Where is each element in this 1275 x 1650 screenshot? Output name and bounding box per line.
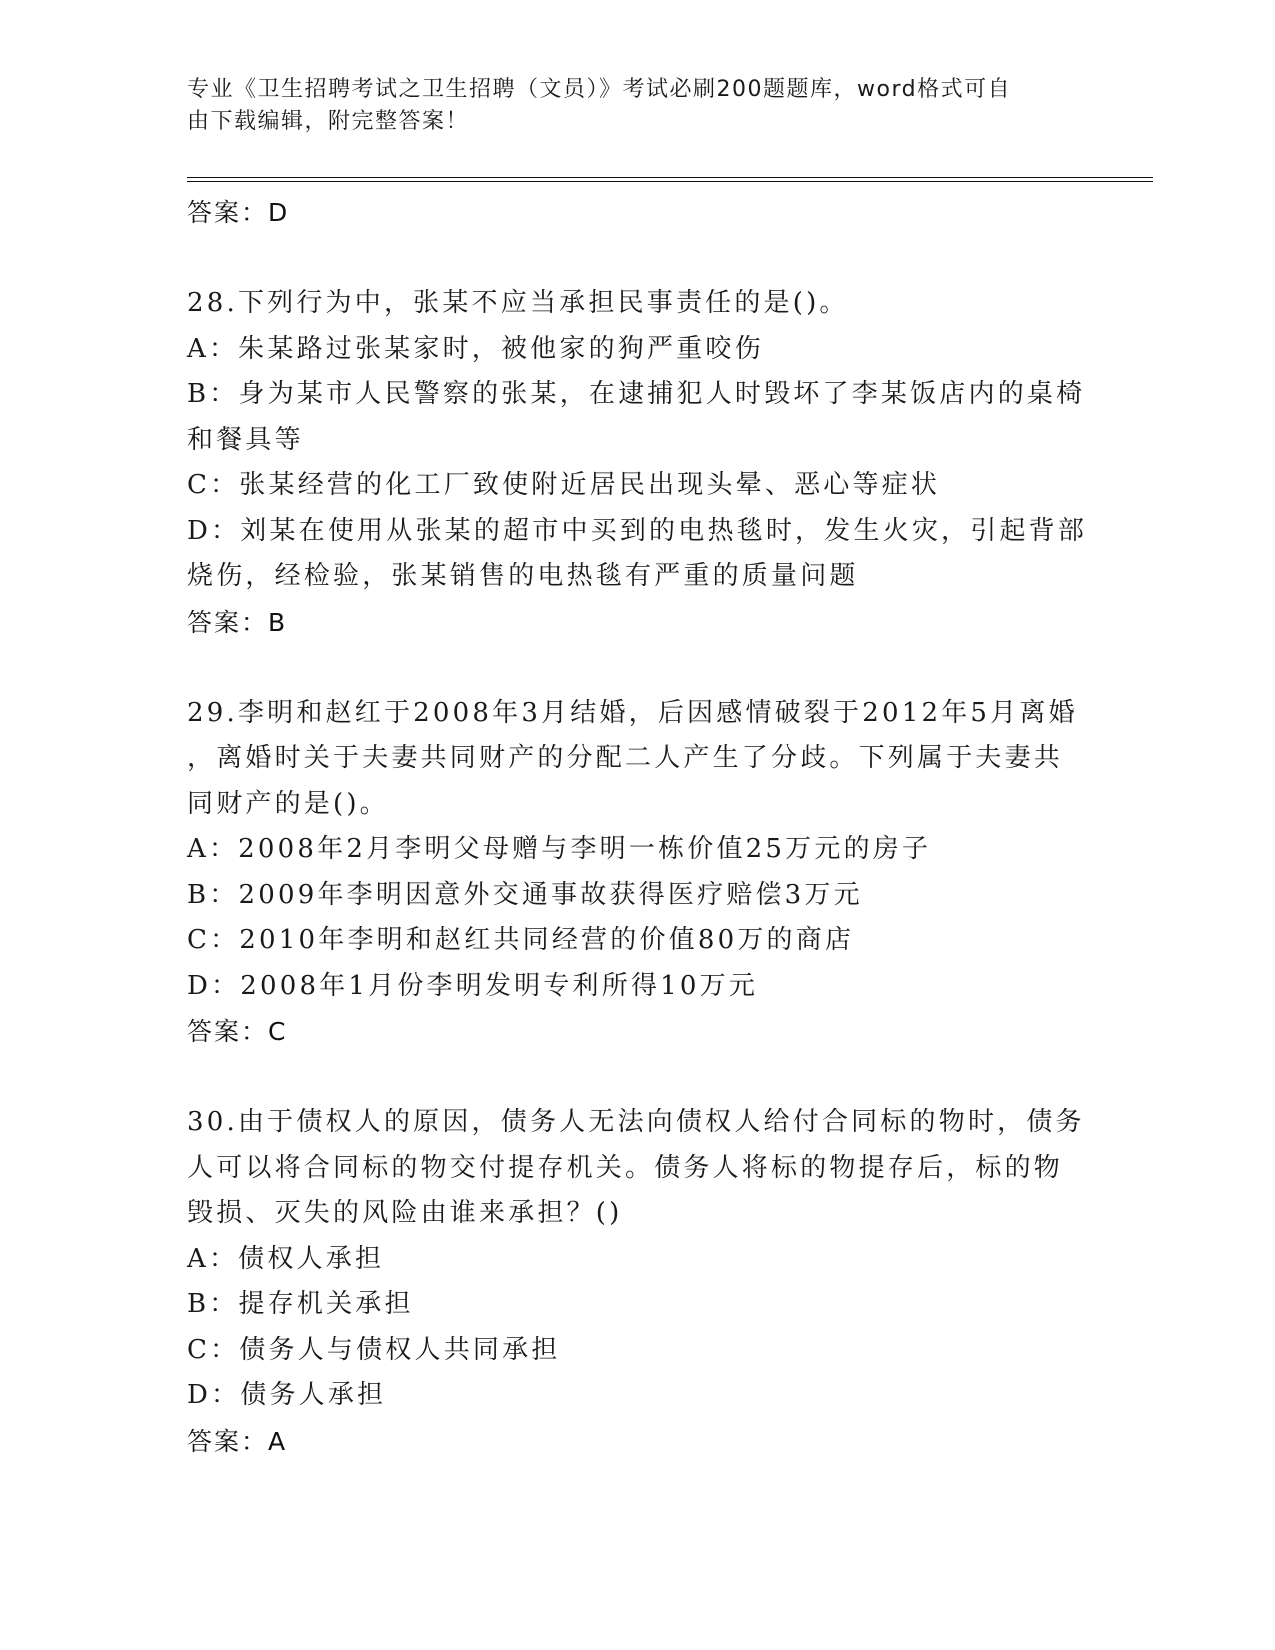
- answer-line: 答案：D: [187, 198, 290, 227]
- spacer: [187, 1055, 1087, 1101]
- option-c: C：张某经营的化工厂致使附近居民出现头晕、恶心等症状: [187, 470, 941, 500]
- option-a: A：2008年2月李明父母赠与李明一栋价值25万元的房子: [187, 834, 932, 864]
- option-d: D：刘某在使用从张某的超市中买到的电热毯时，发生火灾，引起背部: [187, 515, 1088, 546]
- question-block-30: [187, 1100, 1087, 1464]
- question-list: [187, 190, 1087, 1464]
- question-block-29: [187, 691, 1087, 1055]
- question-text-continued: 毁损、灭失的风险由谁来承担？(): [187, 1198, 623, 1228]
- option-b: B：身为某市人民警察的张某，在逮捕犯人时毁坏了李某饭店内的桌椅: [187, 379, 1086, 409]
- question-text-continued: ，离婚时关于夫妻共同财产的分配二人产生了分歧。下列属于夫妻共: [187, 743, 1064, 773]
- option-b: B：2009年李明因意外交通事故获得医疗赔偿3万元: [187, 879, 863, 910]
- header-divider-top: [187, 177, 1153, 178]
- option-a: A：债权人承担: [187, 1243, 385, 1274]
- question-text-continued: 人可以将合同标的物交付提存机关。债务人将标的物提存后，标的物: [187, 1152, 1064, 1183]
- header-divider-bottom: [187, 181, 1153, 182]
- answer-line: 答案：A: [187, 1426, 288, 1456]
- question-text-continued: 同财产的是()。: [187, 788, 389, 819]
- option-c: C：2010年李明和赵红共同经营的价值80万的商店: [187, 925, 855, 955]
- option-c: C：债务人与债权人共同承担: [187, 1334, 561, 1365]
- option-d: D：债务人承担: [187, 1380, 387, 1410]
- header-line-2: 由下载编辑，附完整答案！: [187, 109, 470, 134]
- answer-line: 答案：C: [187, 1017, 288, 1046]
- option-b-continued: 和餐具等: [187, 424, 304, 455]
- option-a: A：朱某路过张某家时，被他家的狗严重咬伤: [187, 333, 764, 364]
- spacer: [187, 645, 1087, 691]
- spacer: [187, 236, 1087, 282]
- question-text: 28.下列行为中，张某不应当承担民事责任的是()。: [187, 288, 849, 318]
- answer-line: 答案：B: [187, 607, 288, 637]
- option-b: B：提存机关承担: [187, 1289, 414, 1319]
- option-d: D：2008年1月份李明发明专利所得10万元: [187, 970, 759, 1001]
- header-line-1: 专业《卫生招聘考试之卫生招聘（文员）》考试必刷200题题库，word格式可自: [187, 77, 1012, 102]
- document-header: [187, 74, 1067, 138]
- question-text: 29.李明和赵红于2008年3月结婚，后因感情破裂于2012年5月离婚: [187, 697, 1078, 728]
- option-d-continued: 烧伤，经检验，张某销售的电热毯有严重的质量问题: [187, 561, 859, 591]
- question-block-28: [187, 281, 1087, 645]
- question-text: 30.由于债权人的原因，债务人无法向债权人给付合同标的物时，债务: [187, 1107, 1085, 1137]
